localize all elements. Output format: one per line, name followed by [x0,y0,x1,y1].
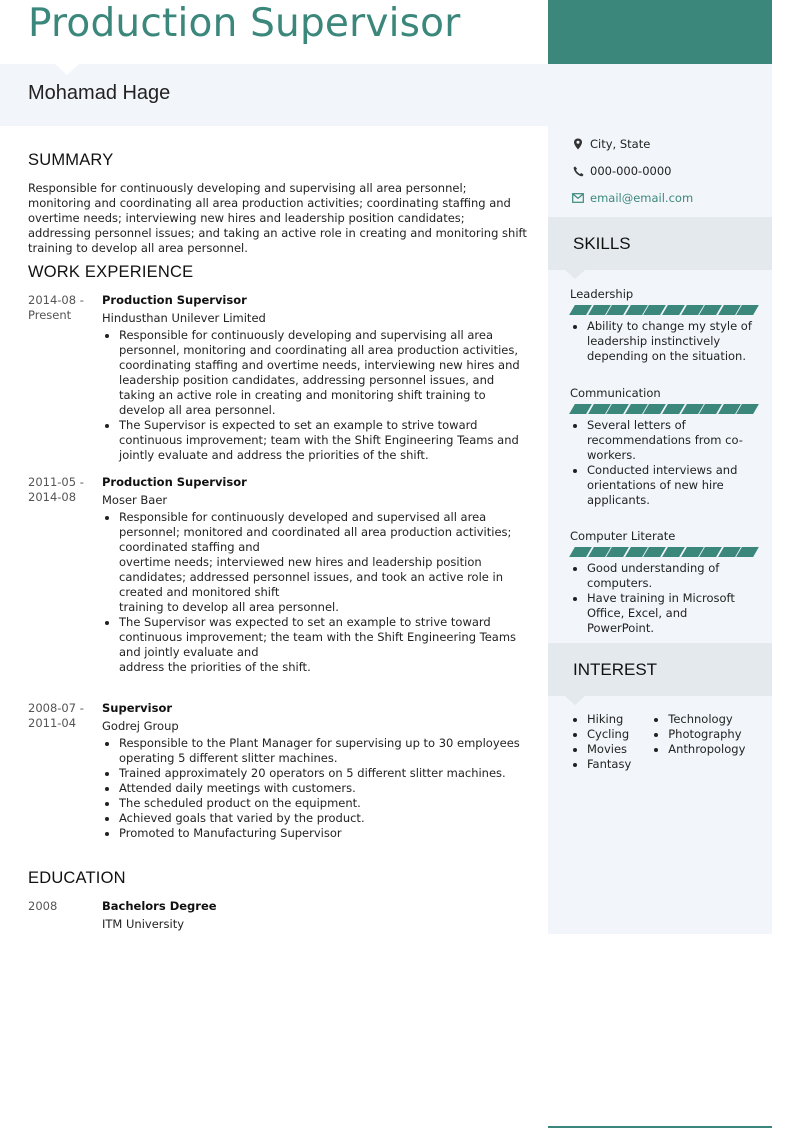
education-entry [28,899,528,934]
header-accent-block [548,0,772,64]
skill-leadership [570,287,756,364]
email-link[interactable]: email@email.com [590,191,694,205]
job-entry [28,701,528,841]
list-item: • Hiking [587,712,631,727]
list-item: • The Supervisor is expected to set an example to strive toward continuous improvement; team with the Shift Engineering Teams and jointly evaluate and address the priorities of the shift. [119,418,528,463]
contact-location [572,137,650,151]
skill-name: Communication [570,386,661,400]
job-role: Production Supervisor [102,475,247,489]
interest-column-2 [653,712,745,772]
job-body [102,701,528,841]
skills-heading-band [548,217,772,270]
list-item: • Cycling [587,727,631,742]
phone-text: 000-000-0000 [590,164,672,178]
candidate-name: Mohamad Hage [28,82,171,104]
skill-bullets [570,561,756,636]
job-company: Godrej Group [102,719,179,733]
list-item: • Fantasy [587,757,631,772]
job-bullets [102,736,528,841]
list-item: • Conducted interviews and orientations of new hire applicants. [587,463,756,508]
skill-bullets [570,319,756,364]
bullet-line: The Supervisor was expected to set an example to strive toward continuous improvement; the team with the Shift Engineering Teams and jointly evaluate and [119,615,517,659]
list-item: • The scheduled product on the equipment. [119,796,528,811]
location-text: City, State [590,137,651,151]
job-role: Supervisor [102,701,173,715]
job-date: 2014-08 - Present [28,293,84,322]
summary-text: Responsible for continuously developing and supervising all area personnel; monitoring and coordinating all area production activities; coordinating staffing and overtime needs; interviewing new hires and leadership position candidates; addressing personnel issues; and taking an active role in creating and monitoring shift training to develop all area personnel. [28,181,527,255]
list-item: • Several letters of recommendations from co-workers. [587,418,756,463]
interest-heading-band [548,643,772,696]
bullet-line: training to develop all area personnel. [119,600,339,614]
list-item: • Promoted to Manufacturing Supervisor [119,826,528,841]
job-role: Production Supervisor [102,293,247,307]
list-item [119,510,528,615]
bullet-line: address the priorities of the shift. [119,660,311,674]
job-bullets [102,510,528,675]
list-item: • Have training in Microsoft Office, Excel, and PowerPoint. [587,591,756,636]
list-item: • Trained approximately 20 operators on 5 different slitter machines. [119,766,528,781]
interest-column-1 [572,712,631,772]
experience-heading: WORK EXPERIENCE [28,263,194,281]
skill-name: Leadership [570,287,634,301]
list-item: • Photography [668,727,745,742]
job-entry [28,475,528,675]
interest-list [572,712,745,772]
list-item [119,615,528,675]
job-body [102,475,528,675]
job-company: Moser Baer [102,493,168,507]
job-body [102,293,528,463]
skills-heading: SKILLS [573,234,631,253]
list-item: • Anthropology [668,742,745,757]
resume-title: Production Supervisor [28,1,461,46]
bullet-line: Responsible for continuously developed and supervised all area personnel; monitored and coordinated all area production activities; coordinated staffing and [119,510,512,554]
bullet-line: overtime needs; interviewed new hires and leadership position candidates; addressed personnel issues, and took an active role in created and monitored shift [119,555,504,599]
interest-heading-notch [565,696,585,705]
mail-icon [572,192,584,204]
skill-communication [570,386,756,508]
skill-level-bar [572,305,756,315]
education-body [102,899,528,932]
map-pin-icon [572,138,584,150]
list-item: • Technology [668,712,745,727]
contact-phone [572,164,671,178]
skill-level-bar [572,547,756,557]
job-date: 2008-07 - 2011-04 [28,701,84,730]
name-band-notch [55,64,79,75]
job-date: 2011-05 - 2014-08 [28,475,84,504]
job-entry [28,293,528,463]
job-bullets [102,328,528,463]
list-item: • Responsible for continuously developing and supervising all area personnel, monitoring and coordinating all area production activities, coordinating staffing and overtime needs, interviewing new hires and leadership position candidates, addressing personnel issues, and taking an active role in creating and monitoring shift training to develop all area personnel. [119,328,528,418]
skill-level-bar [572,404,756,414]
education-date: 2008 [28,899,58,913]
list-item: • Movies [587,742,631,757]
education-degree: Bachelors Degree [102,899,217,913]
list-item: • Ability to change my style of leadership instinctively depending on the situation. [587,319,756,364]
skill-bullets [570,418,756,508]
skills-heading-notch [565,270,585,279]
list-item: • Good understanding of computers. [587,561,756,591]
skill-name: Computer Literate [570,529,676,543]
list-item: • Achieved goals that varied by the product. [119,811,528,826]
list-item: • Responsible to the Plant Manager for supervising up to 30 employees operating 5 different slitter machines. [119,736,528,766]
education-school: ITM University [102,917,185,931]
contact-email[interactable] [572,191,693,205]
education-heading: EDUCATION [28,869,126,887]
skill-computer-literate [570,529,756,636]
summary-heading: SUMMARY [28,151,114,169]
sidebar [548,126,772,934]
interest-heading: INTEREST [573,660,658,679]
phone-icon [572,165,584,177]
list-item: • Attended daily meetings with customers. [119,781,528,796]
job-company: Hindusthan Unilever Limited [102,311,266,325]
